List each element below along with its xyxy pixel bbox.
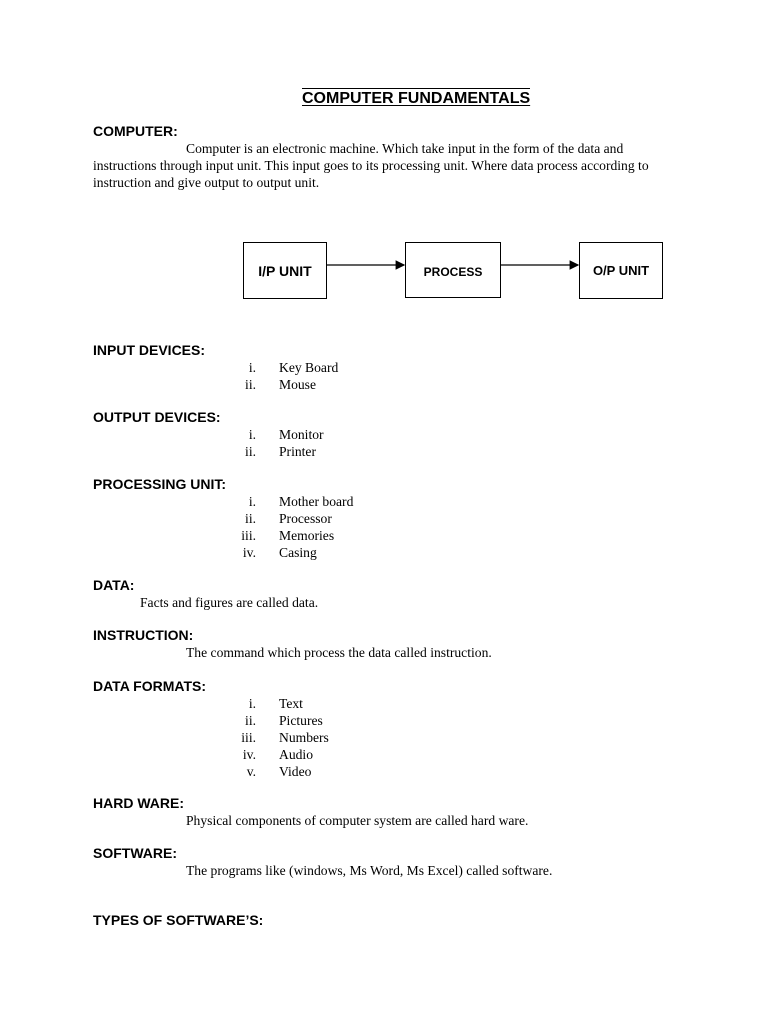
- page-title: COMPUTER FUNDAMENTALS: [302, 90, 531, 107]
- processing-unit-heading: PROCESSING UNIT:: [93, 476, 227, 492]
- data-formats-heading: DATA FORMATS:: [93, 678, 207, 694]
- list-item: ii. Mouse: [245, 377, 317, 392]
- output-devices-list: [222, 426, 324, 460]
- types-of-software-heading: TYPES OF SOFTWARE’S:: [93, 912, 264, 928]
- list-item: iii. Memories: [241, 528, 335, 543]
- processing-unit-list: [222, 493, 353, 561]
- input-unit-label: I/P UNIT: [258, 262, 312, 279]
- hardware-heading: HARD WARE:: [93, 795, 184, 811]
- list-item: ii. Processor: [245, 511, 332, 526]
- input-unit-box: [243, 242, 327, 299]
- list-item: i. Text: [248, 696, 303, 711]
- instruction-definition: The command which process the data called instruction.: [186, 645, 492, 660]
- data-definition: Facts and figures are called data.: [140, 595, 319, 610]
- hardware-definition: Physical components of computer system are called hard ware.: [186, 813, 529, 828]
- computer-heading: COMPUTER:: [93, 123, 178, 139]
- process-box: [405, 242, 501, 298]
- instruction-heading: INSTRUCTION:: [93, 627, 194, 643]
- list-item: i. Mother board: [248, 494, 354, 509]
- list-item: iv. Casing: [242, 545, 317, 560]
- computer-paragraph: Computer is an electronic machine. Which take input in the form of the data and instructions through input unit. This input goes to its processing unit. Where data process according to instruction and give output to output unit.: [93, 141, 649, 190]
- list-item: v. Video: [246, 764, 312, 779]
- input-devices-heading: INPUT DEVICES:: [93, 342, 206, 358]
- output-unit-label: O/P UNIT: [592, 263, 650, 278]
- software-definition: The programs like (windows, Ms Word, Ms Excel) called software.: [186, 863, 553, 878]
- list-item: i. Monitor: [248, 427, 324, 442]
- data-heading: DATA:: [93, 577, 135, 593]
- list-item: ii. Printer: [245, 444, 316, 459]
- list-item: iii. Numbers: [241, 730, 329, 745]
- input-devices-list: [222, 359, 338, 393]
- output-devices-heading: OUTPUT DEVICES:: [93, 409, 221, 425]
- process-label: PROCESS: [423, 265, 483, 279]
- output-unit-box: [579, 242, 663, 299]
- data-formats-list: [222, 695, 329, 780]
- list-item: i. Key Board: [248, 360, 339, 375]
- list-item: ii. Pictures: [245, 713, 323, 728]
- software-heading: SOFTWARE:: [93, 845, 177, 861]
- list-item: iv. Audio: [242, 747, 313, 762]
